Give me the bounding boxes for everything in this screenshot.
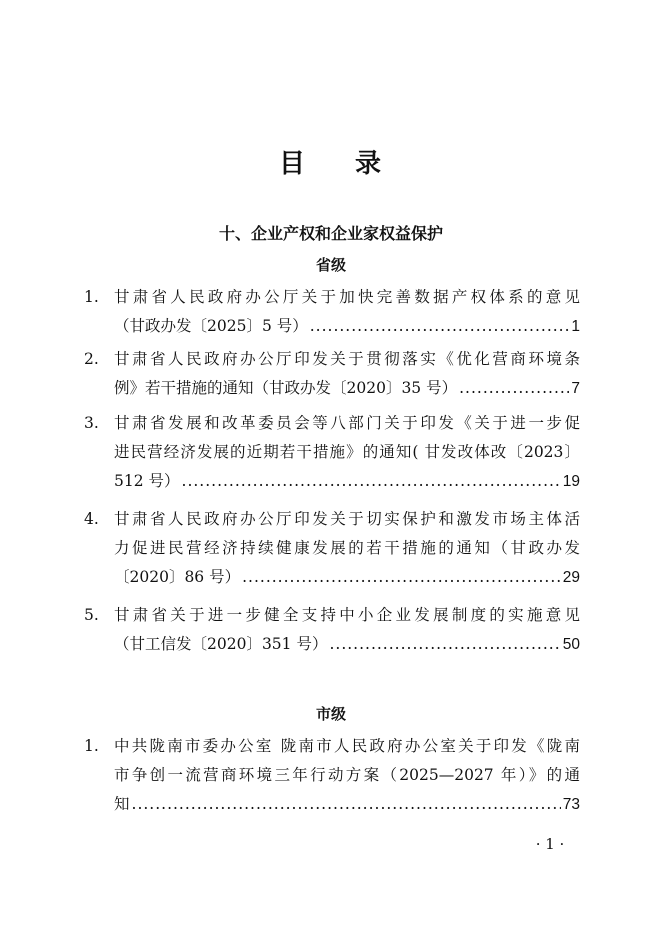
provincial-heading: 省级 [315,256,346,274]
entry-text-last: 〔2020〕86 号） [114,568,241,586]
entry-page-number: 7 [571,380,580,397]
entry-text-last: 512 号） [114,472,180,490]
entry-page-number: 50 [562,636,580,653]
toc-entry[interactable] [84,505,580,592]
dot-leader [310,312,570,341]
title-char-2: 录 [355,149,384,179]
entry-number: 4. [84,510,99,528]
entry-text-last: （甘政办发〔2025〕5 号） [114,317,308,335]
entry-page-number: 29 [562,569,580,586]
entry-number: 3. [84,414,99,432]
entry-page-number: 1 [571,318,580,335]
entry-text-line: 市争创一流营商环境三年行动方案（2025—2027 年）》的通 [114,766,580,784]
entry-text-line: 甘肃省人民政府办公厅印发关于贯彻落实《优化营商环境条 [114,350,580,368]
municipal-heading: 市级 [315,705,346,723]
toc-entry[interactable] [84,409,580,496]
entry-text-line: 甘肃省发展和改革委员会等八部门关于印发《关于进一步促 [114,414,580,432]
entry-text-line: 甘肃省人民政府办公厅印发关于切实保护和激发市场主体活 [114,510,580,528]
page-number: · 1 · [535,835,565,853]
entry-number: 5. [84,606,99,624]
dot-leader [459,374,569,403]
entry-text-line: 甘肃省人民政府办公厅关于加快完善数据产权体系的意见 [114,288,580,306]
dot-leader [182,467,561,496]
toc-entry[interactable] [84,345,580,403]
entry-text-last: 知 [114,795,130,813]
title-char-1: 目 [278,149,307,179]
entry-text-line: 力促进民营经济持续健康发展的若干措施的通知（甘政办发 [114,539,580,557]
dot-leader [132,790,561,819]
entry-page-number: 19 [562,473,580,490]
page-title [0,143,662,180]
entry-number: 1. [84,737,99,755]
entry-page-number: 73 [562,796,580,813]
entry-number: 1. [84,288,99,306]
entry-number: 2. [84,350,99,368]
toc-entry[interactable] [84,601,580,659]
dot-leader [329,630,560,659]
entry-text-last: （甘工信发〔2020〕351 号） [114,635,328,653]
entry-text-line: 进民营经济发展的近期若干措施》的通知( 甘发改体改〔2023〕 [114,443,580,461]
toc-entry[interactable] [84,732,580,819]
entry-text-line: 中共陇南市委办公室 陇南市人民政府办公室关于印发《陇南 [114,737,580,755]
section-heading: 十、企业产权和企业家权益保护 [218,224,443,243]
toc-entry[interactable] [84,283,580,341]
entry-text-last: 例》若干措施的通知（甘政办发〔2020〕35 号） [114,379,458,397]
entry-text-line: 甘肃省关于进一步健全支持中小企业发展制度的实施意见 [114,606,580,624]
dot-leader [242,563,561,592]
